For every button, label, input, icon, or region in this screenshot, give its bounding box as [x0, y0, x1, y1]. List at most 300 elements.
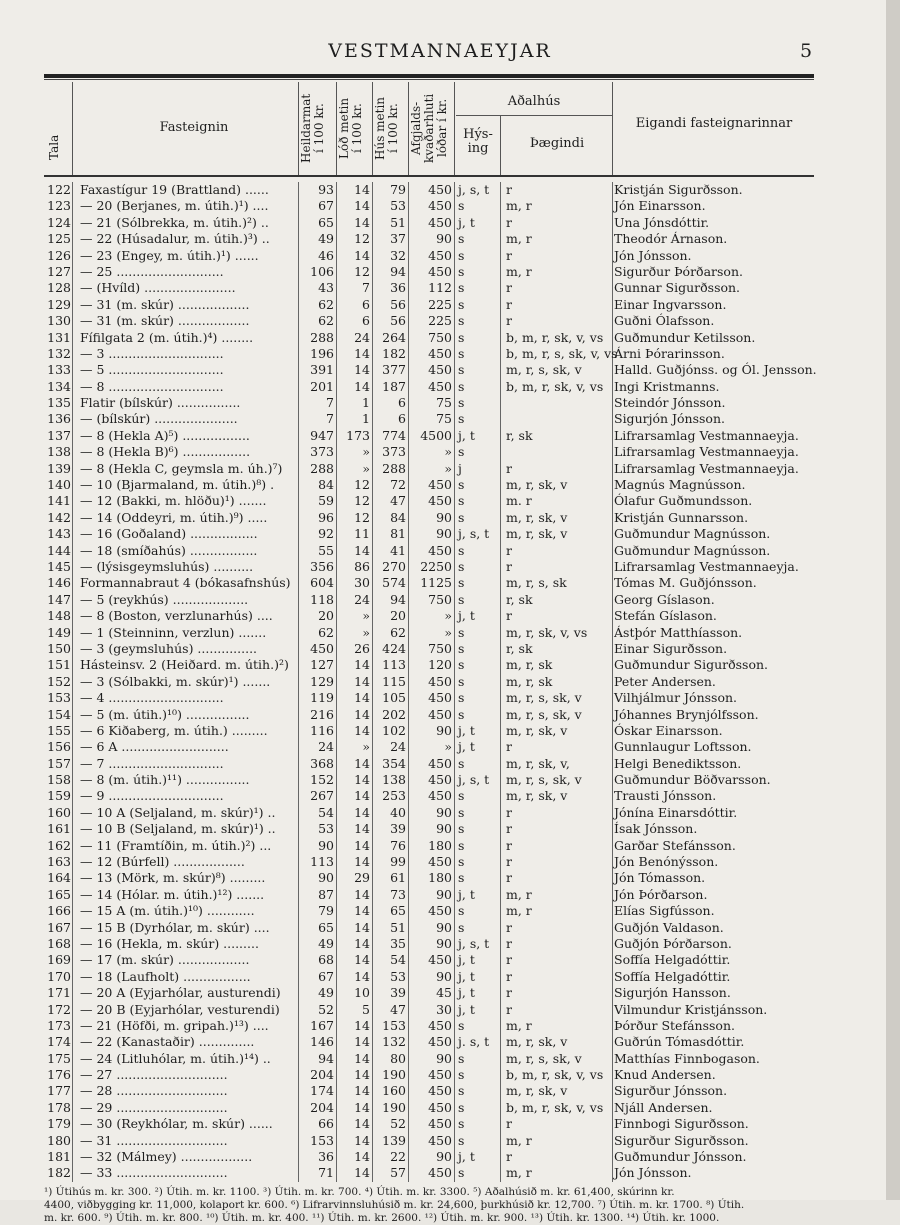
lighting: s — [458, 1067, 465, 1083]
land-value: 14 — [354, 1034, 370, 1050]
comforts: m, r — [506, 886, 532, 902]
comforts: r — [506, 952, 512, 968]
lighting: s — [458, 690, 465, 706]
comforts: r — [506, 313, 512, 329]
owner-name: Guðmundur Böðvarsson. — [614, 772, 771, 788]
row-number: 143 — [47, 526, 71, 542]
total-value: 167 — [310, 1017, 334, 1033]
property-name: — 9 ............................. — [80, 788, 224, 804]
table-row — [44, 198, 824, 214]
ground-rent: 112 — [428, 280, 452, 296]
total-value: 7 — [326, 411, 334, 427]
land-value: 14 — [354, 1116, 370, 1132]
house-value: 153 — [382, 1017, 406, 1033]
lighting: s — [458, 198, 465, 214]
ground-rent: 450 — [428, 198, 452, 214]
house-value: 39 — [390, 985, 406, 1001]
total-value: 90 — [318, 837, 334, 853]
house-value: 139 — [382, 1132, 406, 1148]
row-number: 130 — [47, 313, 71, 329]
owner-name: Jóhannes Brynjólfsson. — [614, 706, 759, 722]
total-value: 84 — [318, 477, 334, 493]
table-row — [44, 362, 824, 378]
land-value: 14 — [354, 706, 370, 722]
row-number: 147 — [47, 591, 71, 607]
land-value: 14 — [354, 952, 370, 968]
col-comforts-header: Þægindi — [529, 136, 585, 151]
owner-name: Njáll Andersen. — [614, 1099, 713, 1115]
lighting: s — [458, 673, 465, 689]
row-number: 138 — [47, 444, 71, 460]
total-value: 216 — [310, 706, 334, 722]
house-value: 37 — [390, 231, 406, 247]
footnotes — [44, 1186, 824, 1225]
ground-rent: 75 — [436, 395, 452, 411]
lighting: j — [458, 460, 462, 476]
house-value: 377 — [382, 362, 406, 378]
house-value: 354 — [382, 755, 406, 771]
owner-name: Sigurjón Jónsson. — [614, 411, 725, 427]
lighting: j. s, t — [458, 1034, 490, 1050]
property-name: — 10 (Bjarmaland, m. útih.)⁸) . — [80, 477, 275, 493]
header-divider — [408, 82, 409, 177]
land-value: 10 — [354, 985, 370, 1001]
table-row — [44, 657, 824, 673]
land-value: » — [362, 608, 370, 624]
owner-name: Halld. Guðjónss. og Ól. Jensson. — [614, 362, 817, 378]
land-value: 14 — [354, 886, 370, 902]
property-name: — 27 ............................ — [80, 1067, 228, 1083]
land-value: 26 — [354, 640, 370, 656]
comforts: r — [506, 182, 512, 197]
house-value: 61 — [390, 870, 406, 886]
ground-rent: 120 — [428, 657, 452, 673]
row-number: 141 — [47, 493, 71, 509]
house-value: 99 — [390, 854, 406, 870]
house-value: 94 — [390, 263, 406, 279]
house-value: 105 — [382, 690, 406, 706]
owner-name: Elías Sigfússon. — [614, 903, 715, 919]
comforts: r — [506, 804, 512, 820]
lighting: s — [458, 657, 465, 673]
col-property-header: Fasteignin — [159, 120, 229, 135]
row-number: 137 — [47, 427, 71, 443]
total-value: 146 — [310, 1034, 334, 1050]
land-value: 14 — [354, 903, 370, 919]
house-value: 65 — [390, 903, 406, 919]
owner-name: Jón Jónsson. — [614, 247, 692, 263]
owner-name: Einar Sigurðsson. — [614, 640, 728, 656]
row-number: 146 — [47, 575, 71, 591]
property-name: — 8 (Hekla B)⁶) ................. — [80, 444, 251, 460]
comforts: r — [506, 919, 512, 935]
owner-name: Matthías Finnbogason. — [614, 1050, 760, 1066]
table-row — [44, 395, 824, 411]
house-value: 40 — [390, 804, 406, 820]
owner-name: Gunnar Sigurðsson. — [614, 280, 741, 296]
comforts: b, m, r, sk, v, vs — [506, 1067, 604, 1083]
table-row — [44, 313, 824, 329]
row-number: 160 — [47, 804, 71, 820]
lighting: s — [458, 280, 465, 296]
owner-name: Guðmundur Jónsson. — [614, 1149, 747, 1165]
owner-name: Jón Jónsson. — [614, 1165, 692, 1181]
row-number: 125 — [47, 231, 71, 247]
owner-name: Árni Þórarinsson. — [614, 345, 725, 361]
land-value: 14 — [354, 722, 370, 738]
owner-name: Ólafur Guðmundsson. — [614, 493, 753, 509]
total-value: 196 — [310, 345, 334, 361]
lighting: j, t — [458, 952, 475, 968]
table-row — [44, 854, 824, 870]
ground-rent: 750 — [428, 640, 452, 656]
property-name: — 25 ........................... — [80, 263, 224, 279]
lighting: s — [458, 296, 465, 312]
property-name: — 18 (smíðahús) ................. — [80, 542, 258, 558]
table-row — [44, 592, 824, 608]
comforts: r — [506, 280, 512, 296]
property-name: Faxastígur 19 (Brattland) ...... — [80, 182, 269, 197]
house-value: 113 — [382, 657, 406, 673]
house-value: 6 — [398, 395, 406, 411]
lighting: j, t — [458, 886, 475, 902]
comforts: r — [506, 739, 512, 755]
comforts: m, r — [506, 1165, 532, 1181]
property-name: — 17 (m. skúr) .................. — [80, 952, 250, 968]
table-row — [44, 215, 824, 231]
land-value: 24 — [354, 591, 370, 607]
row-number: 168 — [47, 935, 71, 951]
house-value: 774 — [382, 427, 406, 443]
ground-rent: 450 — [428, 788, 452, 804]
lighting: s — [458, 411, 465, 427]
owner-name: Lifrarsamlag Vestmannaeyja. — [614, 460, 799, 476]
row-number: 179 — [47, 1116, 71, 1132]
comforts: b, m, r, sk, v, vs — [506, 378, 604, 394]
table-row — [44, 444, 824, 460]
property-name: — 6 A ........................... — [80, 739, 229, 755]
running-title: VESTMANNAEYJAR — [328, 40, 552, 62]
total-value: 604 — [310, 575, 334, 591]
land-value: 14 — [354, 788, 370, 804]
owner-name: Guðni Ólafsson. — [614, 313, 715, 329]
table-row — [44, 559, 824, 575]
comforts: r — [506, 542, 512, 558]
comforts: r — [506, 1116, 512, 1132]
table-row — [44, 1018, 824, 1034]
house-value: 138 — [382, 772, 406, 788]
lighting: j, t — [458, 1001, 475, 1017]
comforts: m, r, sk, v — [506, 1083, 568, 1099]
row-number: 139 — [47, 460, 71, 476]
row-number: 136 — [47, 411, 71, 427]
land-value: 14 — [354, 345, 370, 361]
land-value: » — [362, 444, 370, 460]
lighting: s — [458, 231, 465, 247]
ground-rent: 450 — [428, 1132, 452, 1148]
property-name: — 18 (Laufholt) ................. — [80, 968, 251, 984]
comforts: m, r, s, sk, v — [506, 1050, 582, 1066]
land-value: 14 — [354, 362, 370, 378]
total-value: 450 — [310, 640, 334, 656]
lighting: s — [458, 854, 465, 870]
comforts: r — [506, 870, 512, 886]
land-value: 6 — [362, 313, 370, 329]
table-header — [44, 82, 814, 177]
owner-name: Vilhjálmur Jónsson. — [614, 690, 737, 706]
lighting: s — [458, 1083, 465, 1099]
comforts: r, sk — [506, 427, 533, 443]
house-value: 72 — [390, 477, 406, 493]
ground-rent: 450 — [428, 182, 452, 197]
lighting: s — [458, 1017, 465, 1033]
owner-name: Helgi Benediktsson. — [614, 755, 742, 771]
land-value: 12 — [354, 263, 370, 279]
lighting: s — [458, 870, 465, 886]
house-value: 53 — [390, 968, 406, 984]
header-divider — [336, 82, 337, 177]
property-name: — 5 (m. útih.)¹⁰) ................ — [80, 706, 250, 722]
owner-name: Vilmundur Kristjánsson. — [614, 1001, 768, 1017]
ground-rent: » — [444, 739, 452, 755]
ground-rent: 90 — [436, 509, 452, 525]
comforts: r — [506, 247, 512, 263]
house-value: 574 — [382, 575, 406, 591]
total-value: 67 — [318, 968, 334, 984]
land-value: 14 — [354, 755, 370, 771]
owner-name: Garðar Stefánsson. — [614, 837, 736, 853]
table-row — [44, 788, 824, 804]
owner-name: Soffía Helgadóttir. — [614, 968, 731, 984]
ground-rent: 450 — [428, 1099, 452, 1115]
col-owner-header: Eigandi fasteignarinnar — [635, 116, 793, 131]
comforts: r, sk — [506, 591, 533, 607]
total-value: 67 — [318, 198, 334, 214]
row-number: 163 — [47, 854, 71, 870]
col-house-header: Hús metin í 100 kr. — [373, 96, 400, 160]
total-value: 54 — [318, 804, 334, 820]
house-value: 115 — [382, 673, 406, 689]
total-value: 267 — [310, 788, 334, 804]
comforts: m, r, sk, v — [506, 509, 568, 525]
property-name: — 33 ............................ — [80, 1165, 228, 1181]
ground-rent: 90 — [436, 231, 452, 247]
table-row — [44, 182, 824, 198]
total-value: 129 — [310, 673, 334, 689]
lighting: s — [458, 1116, 465, 1132]
comforts: r — [506, 968, 512, 984]
table-row — [44, 1002, 824, 1018]
owner-name: Jón Einarsson. — [614, 198, 706, 214]
lighting: s — [458, 1165, 465, 1181]
total-value: 288 — [310, 460, 334, 476]
table-row — [44, 920, 824, 936]
house-value: 6 — [398, 411, 406, 427]
lighting: s — [458, 477, 465, 493]
land-value: » — [362, 460, 370, 476]
table-row — [44, 280, 824, 296]
row-number: 161 — [47, 821, 71, 837]
house-value: 39 — [390, 821, 406, 837]
property-name: — 31 ............................ — [80, 1132, 228, 1148]
property-name: — 16 (Goðaland) ................. — [80, 526, 258, 542]
land-value: 14 — [354, 821, 370, 837]
ground-rent: 30 — [436, 1001, 452, 1017]
property-name: — 8 (Hekla A)⁵) ................. — [80, 427, 250, 443]
ground-rent: 2250 — [420, 558, 452, 574]
lighting: j, s, t — [458, 935, 490, 951]
total-value: 20 — [318, 608, 334, 624]
row-number: 129 — [47, 296, 71, 312]
property-name: — 13 (Mörk, m. skúr)⁸) ......... — [80, 870, 266, 886]
land-value: 14 — [354, 198, 370, 214]
property-name: — 7 ............................. — [80, 755, 224, 771]
col-main-house-header: Aðalhús — [507, 94, 561, 109]
comforts: m, r, sk, v — [506, 788, 568, 804]
col-nr-header: Tala — [47, 134, 61, 160]
lighting: s — [458, 444, 465, 460]
comforts: m, r, s, sk, v — [506, 362, 582, 378]
comforts: r — [506, 821, 512, 837]
lighting: s — [458, 345, 465, 361]
comforts: m, r, sk — [506, 657, 553, 673]
lighting: s — [458, 558, 465, 574]
table-row — [44, 510, 824, 526]
row-number: 171 — [47, 985, 71, 1001]
ground-rent: 450 — [428, 214, 452, 230]
table-row — [44, 805, 824, 821]
row-number: 175 — [47, 1050, 71, 1066]
ground-rent: 450 — [428, 673, 452, 689]
ground-rent: 450 — [428, 755, 452, 771]
table-row — [44, 985, 824, 1001]
lighting: s — [458, 903, 465, 919]
table-row — [44, 248, 824, 264]
ground-rent: 90 — [436, 968, 452, 984]
owner-name: Einar Ingvarsson. — [614, 296, 727, 312]
land-value: » — [362, 624, 370, 640]
property-name: — 31 (m. skúr) .................. — [80, 313, 250, 329]
property-name: — 8 (Boston, verzlunarhús) .... — [80, 608, 273, 624]
comforts: r — [506, 1001, 512, 1017]
property-name: — (lýsisgeymsluhús) .......... — [80, 558, 254, 574]
lighting: j, t — [458, 985, 475, 1001]
comforts: b, m, r, sk, v, vs — [506, 329, 604, 345]
row-number: 131 — [47, 329, 71, 345]
comforts: m, r — [506, 903, 532, 919]
property-name: — 5 (reykhús) ................... — [80, 591, 249, 607]
ground-rent: » — [444, 444, 452, 460]
property-name: — 21 (Sólbrekka, m. útih.)²) .. — [80, 214, 269, 230]
house-value: 94 — [390, 591, 406, 607]
col-land-header: Lóð metin í 100 kr. — [337, 97, 364, 159]
table-row — [44, 625, 824, 641]
land-value: 14 — [354, 968, 370, 984]
header-divider — [298, 82, 299, 177]
row-number: 164 — [47, 870, 71, 886]
total-value: 66 — [318, 1116, 334, 1132]
table-row — [44, 903, 824, 919]
ground-rent: 90 — [436, 935, 452, 951]
ground-rent: » — [444, 608, 452, 624]
property-name: — 5 ............................. — [80, 362, 224, 378]
comforts: m. r — [506, 493, 532, 509]
property-name: — 22 (Kanastaðir) .............. — [80, 1034, 255, 1050]
total-value: 174 — [310, 1083, 334, 1099]
land-value: 173 — [346, 427, 370, 443]
land-value: 14 — [354, 1165, 370, 1181]
comforts: m, r — [506, 263, 532, 279]
owner-name: Jón Tómasson. — [614, 870, 706, 886]
land-value: 14 — [354, 673, 370, 689]
row-number: 170 — [47, 968, 71, 984]
row-number: 167 — [47, 919, 71, 935]
owner-name: Sigurjón Hansson. — [614, 985, 731, 1001]
header-rule — [44, 74, 814, 78]
land-value: 14 — [354, 690, 370, 706]
total-value: 93 — [318, 182, 334, 197]
total-value: 49 — [318, 231, 334, 247]
owner-name: Guðmundur Magnússon. — [614, 542, 771, 558]
property-name: — (Hvíld) ....................... — [80, 280, 236, 296]
owner-name: Guðmundur Sigurðsson. — [614, 657, 769, 673]
owner-name: Sigurður Jónsson. — [614, 1083, 728, 1099]
total-value: 55 — [318, 542, 334, 558]
property-name: — 10 B (Seljaland, m. skúr)¹) .. — [80, 821, 276, 837]
ground-rent: 450 — [428, 1067, 452, 1083]
house-value: 57 — [390, 1165, 406, 1181]
total-value: 90 — [318, 870, 334, 886]
land-value: 14 — [354, 919, 370, 935]
ground-rent: 450 — [428, 542, 452, 558]
row-number: 140 — [47, 477, 71, 493]
total-value: 65 — [318, 214, 334, 230]
property-name: — 22 (Húsadalur, m. útih.)³) .. — [80, 231, 270, 247]
owner-name: Knud Andersen. — [614, 1067, 716, 1083]
row-number: 180 — [47, 1132, 71, 1148]
land-value: 14 — [354, 182, 370, 197]
table-row — [44, 1083, 824, 1099]
owner-name: Steindór Jónsson. — [614, 395, 726, 411]
comforts: m, r, s, sk, v — [506, 772, 582, 788]
row-number: 123 — [47, 198, 71, 214]
total-value: 391 — [310, 362, 334, 378]
land-value: 86 — [354, 558, 370, 574]
owner-name: Ástþór Matthíasson. — [614, 624, 743, 640]
land-value: 14 — [354, 1017, 370, 1033]
page-number: 5 — [800, 40, 813, 62]
house-value: 81 — [390, 526, 406, 542]
lighting: j, s, t — [458, 182, 490, 197]
total-value: 356 — [310, 558, 334, 574]
total-value: 94 — [318, 1050, 334, 1066]
lighting: j, t — [458, 427, 475, 443]
owner-name: Sigurður Þórðarson. — [614, 263, 743, 279]
house-value: 47 — [390, 1001, 406, 1017]
comforts: m, r, sk, v — [506, 1034, 568, 1050]
land-value: 14 — [354, 772, 370, 788]
house-value: 253 — [382, 788, 406, 804]
property-name: — 24 (Litluhólar, m. útih.)¹⁴) .. — [80, 1050, 271, 1066]
row-number: 148 — [47, 608, 71, 624]
owner-name: Georg Gíslason. — [614, 591, 715, 607]
comforts: r — [506, 935, 512, 951]
total-value: 127 — [310, 657, 334, 673]
row-number: 153 — [47, 690, 71, 706]
table-row — [44, 772, 824, 788]
row-number: 169 — [47, 952, 71, 968]
house-value: 36 — [390, 280, 406, 296]
